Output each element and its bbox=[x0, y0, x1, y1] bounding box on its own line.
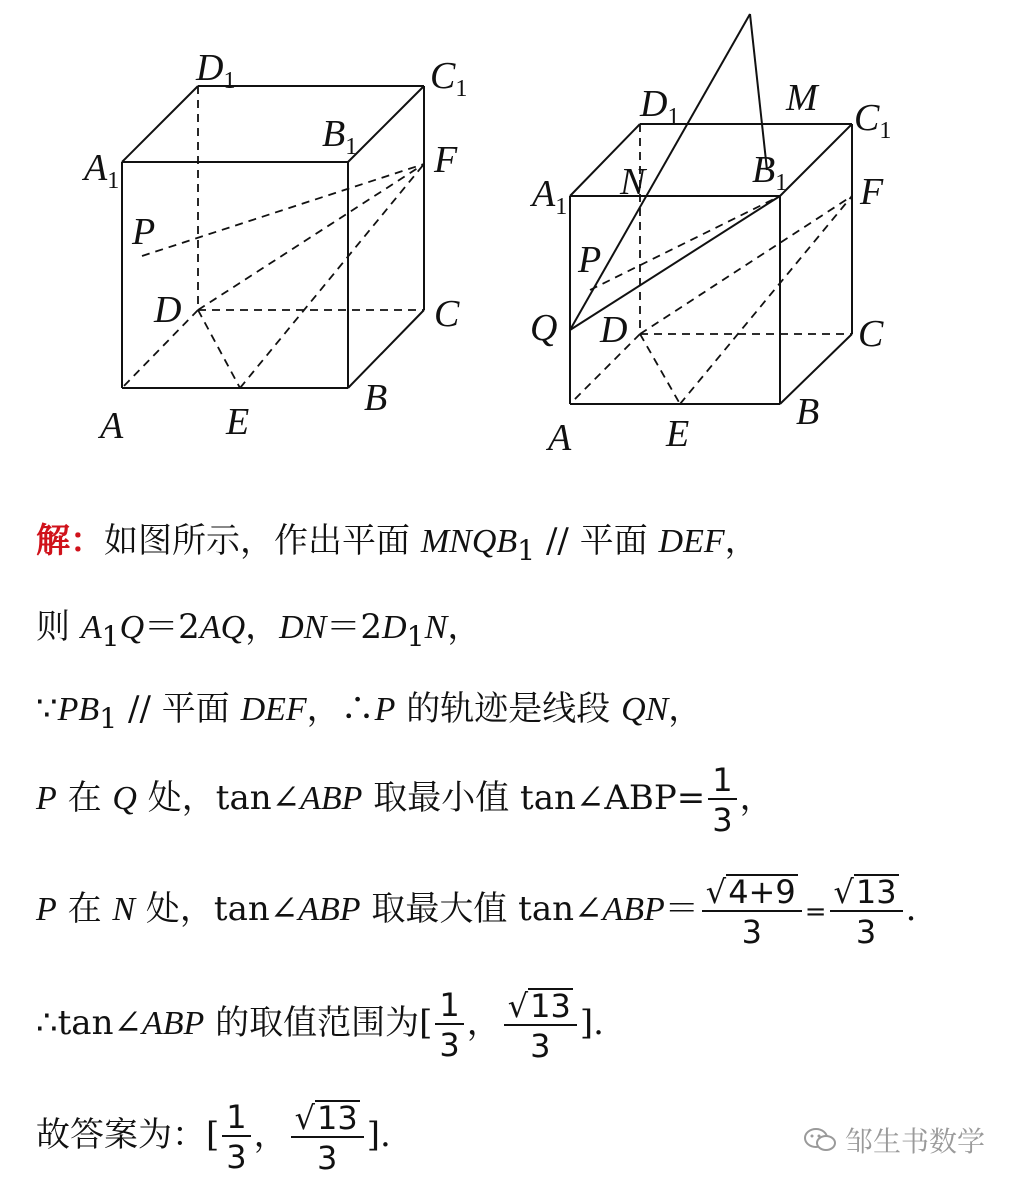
numerator bbox=[702, 874, 802, 912]
text: ＝ bbox=[664, 889, 699, 929]
text: ， bbox=[739, 778, 774, 818]
math-var: DEF bbox=[658, 523, 725, 560]
text: // 平面 bbox=[535, 521, 659, 561]
math-var: MNQB bbox=[420, 523, 518, 560]
math-var: P bbox=[374, 691, 396, 728]
text: ， bbox=[253, 1115, 288, 1155]
watermark-text: 邹生书数学 bbox=[844, 1125, 985, 1158]
math-var: P bbox=[36, 780, 57, 817]
label-left-C: C bbox=[434, 293, 460, 335]
label-left-D: D bbox=[154, 289, 182, 331]
label-left-D1: $D_1$ bbox=[196, 47, 236, 94]
radicand: 13 bbox=[317, 1099, 358, 1137]
math-var: ABP bbox=[141, 1005, 205, 1042]
fraction bbox=[222, 1098, 250, 1176]
denominator: 3 bbox=[439, 1026, 460, 1064]
fraction bbox=[291, 1099, 364, 1177]
denominator: 3 bbox=[855, 913, 877, 951]
geometry-figure bbox=[0, 0, 1015, 470]
math-var: ABP bbox=[602, 891, 665, 928]
text: ]. bbox=[579, 1003, 604, 1043]
text: ， bbox=[466, 1003, 501, 1043]
sqrt: √13 bbox=[507, 987, 571, 1025]
text: ， bbox=[245, 607, 280, 647]
math-var: QN bbox=[621, 691, 669, 728]
text: ]. bbox=[366, 1115, 391, 1155]
text: 处，tan∠ bbox=[136, 778, 301, 818]
label-right-B: B bbox=[796, 391, 820, 433]
label-right-B1: $B_1$ bbox=[752, 149, 788, 196]
subscript: 1 bbox=[99, 701, 118, 735]
denominator: 3 bbox=[530, 1027, 551, 1065]
label-left-P: P bbox=[132, 211, 156, 253]
radicand: 13 bbox=[855, 873, 897, 911]
label-right-M: M bbox=[786, 77, 818, 119]
numerator: 1 bbox=[435, 989, 463, 1025]
text: 如图所示，作出平面 bbox=[104, 521, 421, 561]
label-right-Q: Q bbox=[530, 307, 558, 349]
numerator bbox=[830, 874, 903, 912]
label-right-N: N bbox=[620, 161, 646, 203]
denominator: 3 bbox=[712, 801, 733, 839]
fraction bbox=[435, 986, 463, 1064]
wechat-icon bbox=[803, 1127, 837, 1153]
text: 处，tan∠ bbox=[135, 889, 299, 929]
solution-line-5 bbox=[36, 873, 917, 951]
subscript: 1 bbox=[101, 619, 120, 653]
text: 则 bbox=[36, 607, 81, 647]
text: ， bbox=[668, 689, 703, 729]
solution-line-6 bbox=[36, 986, 604, 1065]
fraction bbox=[504, 987, 577, 1065]
sqrt: √13 bbox=[294, 1099, 358, 1137]
sqrt: √13 bbox=[833, 873, 897, 911]
solution-line-7 bbox=[36, 1098, 391, 1177]
solution-line-4 bbox=[36, 761, 774, 839]
denominator: 3 bbox=[741, 913, 762, 951]
text: ∵ bbox=[36, 689, 58, 729]
text: 的轨迹是线段 bbox=[395, 689, 622, 729]
math-var: Q bbox=[112, 780, 137, 817]
denominator: 3 bbox=[226, 1138, 247, 1176]
math-var: N bbox=[112, 891, 136, 928]
label-right-A1: $A_1$ bbox=[532, 173, 568, 220]
label-left-A1: $A_1$ bbox=[84, 147, 120, 194]
fraction bbox=[830, 873, 903, 951]
solution-line-1 bbox=[36, 521, 759, 567]
math-var: ABP bbox=[298, 891, 361, 928]
label-right-E: E bbox=[666, 413, 690, 455]
math-var: A bbox=[80, 609, 102, 646]
solution-line-2 bbox=[36, 607, 482, 653]
math-var: DN bbox=[279, 609, 327, 646]
label-right-C: C bbox=[858, 313, 884, 355]
math-var: N bbox=[424, 609, 448, 646]
numerator: 1 bbox=[222, 1101, 250, 1137]
text: // 平面 bbox=[117, 689, 241, 729]
label-right-D1: $D_1$ bbox=[640, 83, 680, 130]
numerator bbox=[291, 1100, 364, 1138]
text: = bbox=[804, 897, 827, 927]
solution-heading: 解： bbox=[36, 521, 104, 561]
radicand: 13 bbox=[530, 987, 571, 1025]
label-right-A: A bbox=[548, 417, 572, 459]
sqrt: √4+9 bbox=[705, 873, 796, 911]
numerator: 1 bbox=[708, 764, 736, 800]
solution-line-3 bbox=[36, 689, 703, 735]
subscript: 1 bbox=[406, 619, 425, 653]
math-var: AQ bbox=[199, 609, 246, 646]
label-left-B1: $B_1$ bbox=[322, 113, 358, 160]
label-left-A: A bbox=[100, 405, 124, 447]
text: 在 bbox=[56, 778, 113, 818]
math-var: ABP bbox=[300, 780, 363, 817]
fraction bbox=[702, 873, 802, 951]
text: . bbox=[905, 889, 917, 929]
numerator bbox=[504, 988, 577, 1026]
watermark bbox=[803, 1120, 985, 1160]
subscript: 1 bbox=[517, 533, 536, 567]
text: ， bbox=[724, 521, 759, 561]
radicand: 4+9 bbox=[728, 873, 796, 911]
label-left-E: E bbox=[226, 401, 250, 443]
math-var: PB bbox=[57, 691, 100, 728]
label-left-F: F bbox=[434, 139, 458, 181]
text: 故答案为：[ bbox=[36, 1115, 220, 1155]
label-right-P: P bbox=[578, 239, 602, 281]
math-var: DEF bbox=[240, 691, 307, 728]
text: ∴tan∠ bbox=[36, 1003, 142, 1043]
text: 取最大值 tan∠ bbox=[360, 889, 603, 929]
math-var: P bbox=[36, 891, 57, 928]
denominator: 3 bbox=[317, 1139, 338, 1177]
label-left-C1: $C_1$ bbox=[430, 55, 468, 102]
text: 在 bbox=[56, 889, 113, 929]
text: 的取值范围为[ bbox=[204, 1003, 433, 1043]
text: 取最小值 tan∠ABP= bbox=[362, 778, 706, 818]
math-var: D bbox=[382, 609, 407, 646]
math-var: Q bbox=[119, 609, 145, 646]
text: ，∴ bbox=[306, 689, 375, 729]
text: ， bbox=[447, 607, 482, 647]
label-right-C1: $C_1$ bbox=[854, 97, 892, 144]
label-right-F: F bbox=[860, 171, 884, 213]
label-right-D: D bbox=[600, 309, 628, 351]
fraction bbox=[708, 761, 736, 839]
label-left-B: B bbox=[364, 377, 388, 419]
text: ＝2 bbox=[144, 607, 200, 647]
text: ＝2 bbox=[326, 607, 383, 647]
